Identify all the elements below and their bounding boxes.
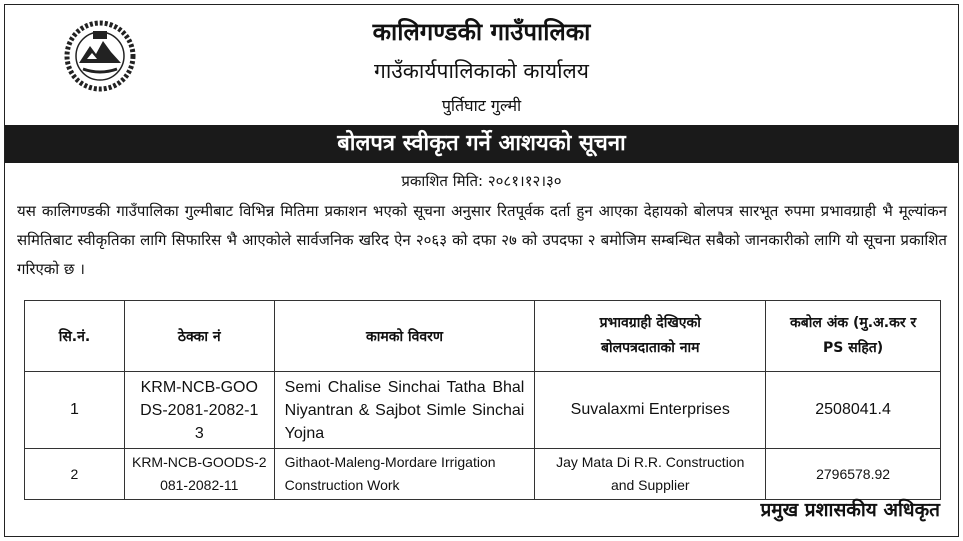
office-location: पुर्तिघाट गुल्मी (441, 96, 522, 115)
cell-contract (124, 449, 274, 500)
cell-contract (124, 372, 274, 449)
cell-amount: 2796578.92 (766, 449, 941, 500)
bid-table (24, 300, 941, 500)
col-header-amount-text: कबोल अंक (मु.अ.कर र PS सहित) (789, 315, 917, 356)
cell-contract-text: KRM-NCB-GOODS-2081-2082-13 (140, 378, 259, 442)
cell-bidder: Suvalaxmi Enterprises (535, 372, 766, 449)
col-header-sn: सि.नं. (25, 301, 125, 372)
published-date: प्रकाशित मिति: २०८१।१२।३० (401, 172, 562, 190)
col-header-work: कामको विवरण (274, 301, 535, 372)
signatory-title: प्रमुख प्रशासकीय अधिकृत (760, 499, 940, 521)
col-header-bidder (535, 301, 766, 372)
cell-work: Githaot-Maleng-Mordare Irrigation Construction Work (274, 449, 535, 500)
col-header-bidder-text: प्रभावग्राही देखिएको बोलपत्रदाताको नाम (599, 315, 701, 356)
table-header-row (25, 301, 941, 372)
cell-bidder-text: Jay Mata Di R.R. Construction and Supplier (556, 454, 745, 493)
col-header-contract: ठेक्का नं (124, 301, 274, 372)
cell-amount: 2508041.4 (766, 372, 941, 449)
municipality-name: कालिगण्डकी गाउँपालिका (372, 18, 591, 46)
cell-sn: 1 (25, 372, 125, 449)
header (5, 5, 958, 123)
cell-contract-text: KRM-NCB-GOODS-2081-2082-11 (131, 454, 267, 493)
cell-bidder (535, 449, 766, 500)
notice-frame (4, 4, 959, 537)
cell-work: Semi Chalise Sinchai Tatha Bhal Niyantran & Sajbot Simle Sinchai Yojna (274, 372, 535, 449)
notice-title: बोलपत्र स्वीकृत गर्ने आशयको सूचना (5, 125, 958, 163)
office-name: गाउँकार्यपालिकाको कार्यालय (374, 59, 589, 83)
notice-body: यस कालिगण्डकी गाउँपालिका गुल्मीबाट विभिन्न मितिमा प्रकाशन भएको सूचना अनुसार रितपूर्वक दर्ता हुन आएका देहायको बोलपत्र सारभूत रुपमा प्रभावग्राही भै मूल्यांकन समितिबाट स्वीकृतिका लागि सिफारिस भै आएकोले सार्वजनिक खरिद ऐन २०६३ को दफा २७ को उपदफा २ बमोजिम सम्बन्धित सबैको जानकारीको लागि यो सूचना प्रकाशित गरिएको छ । (17, 202, 947, 278)
cell-sn: 2 (25, 449, 125, 500)
table-row (25, 372, 941, 449)
table-row (25, 449, 941, 500)
col-header-amount (766, 301, 941, 372)
